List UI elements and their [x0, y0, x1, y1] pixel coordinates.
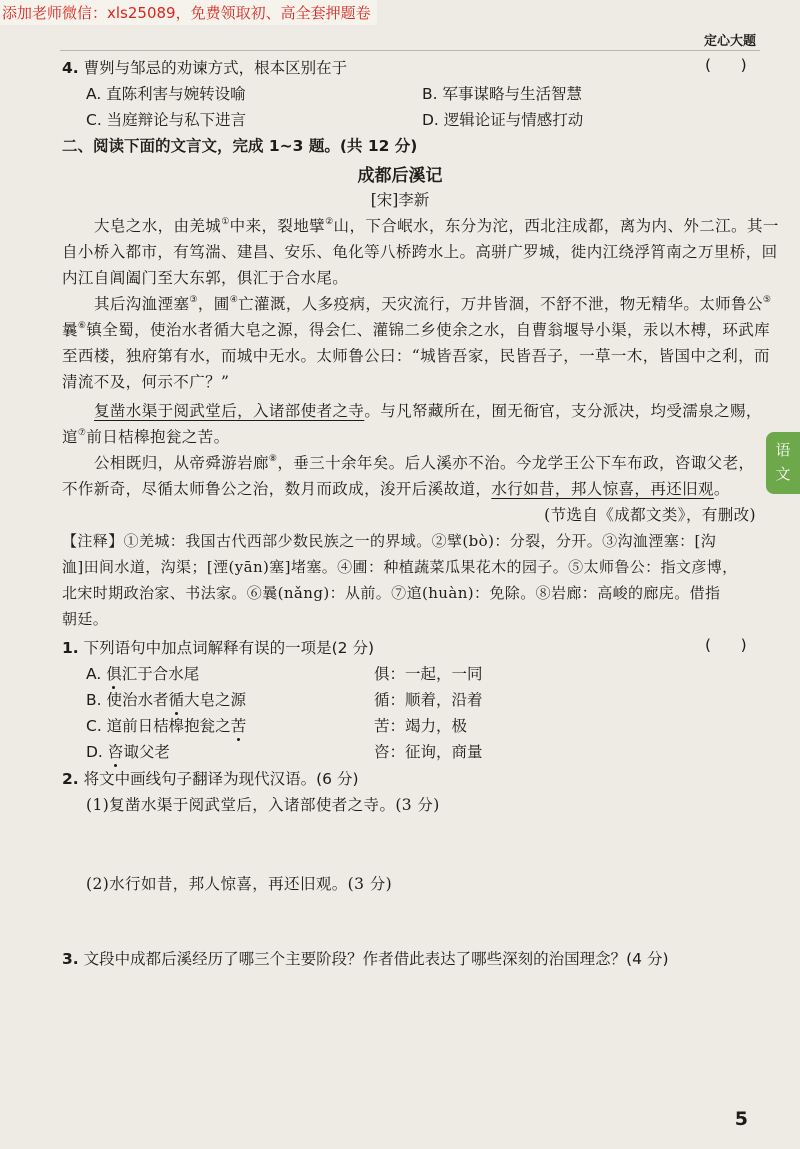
q4-option-c: C. 当庭辩论与私下进言: [86, 111, 247, 129]
p2-text-3: 亡灌溉，人多疫病，天灾流行，万井皆涸，不舒不泄，物无精华。太师鲁公: [238, 295, 763, 313]
q4-option-d: D. 逻辑论证与情感打动: [422, 111, 584, 129]
passage-p1-line-3: 内江自阊阖门至大东郭，俱汇于合水尾。: [62, 269, 349, 287]
q1-a-post: 汇于合水尾: [121, 665, 200, 683]
q4-number: 4.: [62, 59, 79, 77]
passage-p2-line-4: 清流不及，何示不广？”: [62, 373, 230, 391]
watermark: 添加老师微信：xls25089，免费领取初、高全套押题卷: [0, 0, 377, 25]
passage-p3-line-1: [94, 399, 762, 421]
q1-option-a: [86, 662, 199, 684]
p3-text-3: 前日桔槔抱瓮之苦。: [86, 428, 230, 446]
q1-option-c-explanation: 苦：竭力，极: [374, 717, 468, 735]
q1-c-dotted-word: 苦: [230, 717, 247, 735]
p2-text-1: 其后沟洫湮塞: [94, 295, 190, 313]
passage-title: 成都后溪记: [357, 166, 443, 186]
q1-option-d-explanation: 咨：征询，商量: [374, 743, 483, 761]
note-ref-2: ②: [325, 217, 334, 227]
p2-text-2: ，圃: [197, 295, 230, 313]
side-tab-char-2: 文: [775, 465, 791, 483]
q3-stem-line: [62, 947, 669, 969]
passage-source: (节选自《成都文类》，有删改): [544, 506, 756, 524]
notes-line-3: 北宋时期政治家、书法家。⑥曩(nǎng)：从前。⑦逭(huàn)：免除。⑧岩廊：高峻的廊庑。借指: [62, 584, 721, 602]
p4-text-2: ，垂三十余年矣。后人溪亦不治。今龙学王公下车布政，咨诹父老，: [277, 454, 755, 472]
q1-b-dotted-word: 循: [168, 691, 185, 709]
p1-text-2: 中来，裂地擘: [229, 217, 326, 235]
p1-text-3: 山，下合岷水，东分为沱，西北注成都，离为内、外二江。其一: [333, 217, 779, 235]
underlined-sentence-1: 复凿水渠于阅武堂后，入诸部使者之寺: [94, 402, 365, 420]
p4-text-1: 公相既归，从帝舜游岩廊: [94, 454, 269, 472]
q1-answer-paren: ( ): [705, 636, 747, 654]
passage-p2-line-2: [62, 318, 770, 340]
q1-a-pre: A.: [86, 665, 107, 683]
q1-b-pre: B. 使治水者: [86, 691, 169, 709]
passage-p3-line-2: [62, 425, 229, 447]
q2-sentence-2: (2)水行如昔，邦人惊喜，再还旧观。(3 分): [86, 875, 393, 893]
q3-number: 3.: [62, 950, 79, 968]
passage-p4-line-1: [94, 451, 754, 473]
note-ref-1: ①: [221, 217, 230, 227]
q2-stem: 将文中画线句子翻译为现代汉语。(6 分): [83, 770, 359, 788]
q1-option-a-explanation: 俱：一起，一同: [374, 665, 483, 683]
subject-side-tab: [766, 432, 800, 494]
note-ref-7: ⑦: [77, 428, 87, 438]
passage-p2-line-1: [94, 292, 771, 314]
passage-p4-line-2: [62, 477, 730, 499]
underlined-sentence-2: 水行如昔，邦人惊喜，再还旧观: [491, 480, 714, 498]
q2-number: 2.: [62, 770, 79, 788]
q1-b-post: 大皂之源: [184, 691, 247, 709]
page-number: 5: [734, 1108, 748, 1130]
note-ref-6: ⑥: [77, 321, 87, 331]
p4-text-3: 不作新奇，尽循太师鲁公之治，数月而政成，浚开后溪故道，: [62, 480, 492, 498]
q1-option-d: [86, 740, 170, 762]
note-ref-4: ④: [229, 295, 239, 305]
notes-line-2: 洫]田间水道，沟渠；[湮(yān)塞]堵塞。④圃：种植蔬菜瓜果花木的园子。⑤太师鲁公：指文彦博，: [62, 558, 738, 576]
q4-option-b: B. 军事谋略与生活智慧: [422, 85, 582, 103]
q1-option-c: [86, 714, 246, 736]
p2-text-5: 镇全蜀，使治水者循大皂之源，得会仁、灌锦二乡使余之水，自曹翁堰导小渠，汞以木榑，环武库: [86, 321, 771, 339]
running-header: 定心大题: [703, 34, 756, 49]
notes-line-1: 【注释】①羌城：我国古代西部少数民族之一的界域。②擘(bò)：分裂，分开。③沟洫湮塞：[沟: [62, 532, 717, 550]
q2-stem-line: [62, 767, 359, 789]
p3-text-1: 。与凡帑藏所在，囿无衙官，支分派决，均受濡泉之赐，: [364, 402, 762, 420]
passage-p2-line-3: 至西楼，独府第有水，而城中无水。太师鲁公曰：“城皆吾家，民皆吾子，一草一木，皆国中之利，而: [62, 347, 770, 365]
p4-text-4: 。: [713, 480, 730, 498]
q4-stem: 曹刿与邹忌的劝谏方式，根本区别在于: [83, 59, 348, 77]
q1-d-post: 诹父老: [123, 743, 170, 761]
q3-stem: 文段中成都后溪经历了哪三个主要阶段？作者借此表达了哪些深刻的治国理念？(4 分): [83, 950, 669, 968]
side-tab-char-1: 语: [775, 441, 791, 459]
note-ref-8: ⑧: [268, 454, 278, 464]
note-ref-5: ⑤: [762, 295, 772, 305]
q1-option-b: [86, 688, 246, 710]
q4-answer-paren: ( ): [705, 56, 747, 74]
passage-p1-line-2: 自小桥入都市，有笃湍、建昌、安乐、龟化等八桥跨水上。高骈广罗城，徙内江绕浮筲南之万里桥，回: [62, 243, 778, 261]
passage-p1-line-1: [94, 214, 779, 236]
q1-c-pre: C. 逭前日桔槔抱瓮之: [86, 717, 231, 735]
passage-author: [宋]李新: [370, 191, 430, 209]
q1-number: 1.: [62, 639, 79, 657]
q1-d-dotted-word: 咨: [107, 743, 124, 761]
header-divider: [60, 50, 760, 51]
q1-option-b-explanation: 循：顺着，沿着: [374, 691, 483, 709]
q1-stem: 下列语句中加点词解释有误的一项是(2 分): [83, 639, 375, 657]
q1-stem-line: [62, 636, 374, 658]
q4-option-a: A. 直陈利害与婉转设喻: [86, 85, 246, 103]
p3-text-2: 逭: [62, 428, 78, 446]
note-ref-3: ③: [189, 295, 198, 305]
p1-text-1: 大皂之水，由羌城: [94, 217, 222, 235]
p2-text-4: 曩: [62, 321, 78, 339]
q1-a-dotted-word: 俱: [106, 665, 122, 683]
q1-d-pre: D.: [86, 743, 108, 761]
q2-sentence-1: (1)复凿水渠于阅武堂后，入诸部使者之寺。(3 分): [86, 796, 440, 814]
q4-stem-line: [62, 56, 347, 78]
notes-line-4: 朝廷。: [62, 610, 109, 628]
section-2-heading: 二、阅读下面的文言文，完成 1~3 题。(共 12 分): [62, 137, 418, 155]
